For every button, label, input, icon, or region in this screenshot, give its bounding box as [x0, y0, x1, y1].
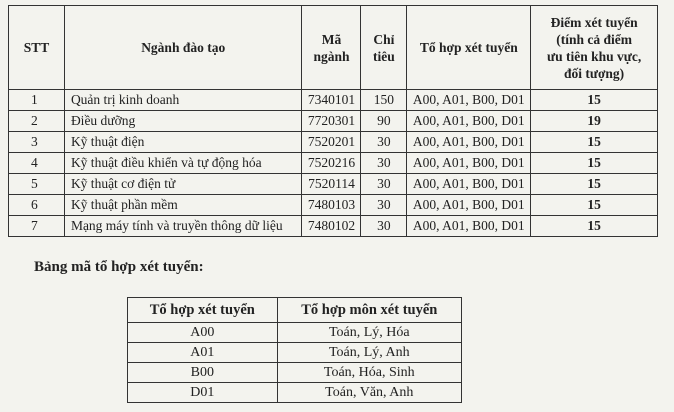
admission-table [8, 5, 658, 237]
cell-code: 7480102 [302, 216, 361, 237]
cell-score: 19 [531, 111, 658, 132]
table-row [9, 174, 658, 195]
cell-combo-code: B00 [128, 363, 278, 383]
cell-subjects: Toán, Hóa, Sinh [277, 363, 461, 383]
cell-major: Kỹ thuật điều khiển và tự động hóa [64, 153, 302, 174]
cell-score: 15 [531, 132, 658, 153]
header-quota-line: Chỉ [373, 31, 395, 47]
combo-code-title: Bảng mã tổ hợp xét tuyển: [34, 259, 204, 275]
cell-score: 15 [531, 216, 658, 237]
cell-stt: 7 [9, 216, 65, 237]
header-subjects: Tổ hợp môn xét tuyển [277, 298, 461, 323]
header-code-line: Mã [321, 31, 342, 47]
cell-score: 15 [531, 174, 658, 195]
table-row [128, 383, 462, 403]
cell-major: Kỹ thuật phần mềm [64, 195, 302, 216]
cell-stt: 3 [9, 132, 65, 153]
header-score-line: ưu tiên khu vực, [546, 48, 642, 64]
header-combo-code: Tổ hợp xét tuyển [128, 298, 278, 323]
cell-quota: 30 [361, 132, 407, 153]
header-score [531, 6, 658, 90]
header-score-line: (tính cả điểm [556, 31, 632, 47]
header-score-line: đối tượng) [563, 65, 625, 81]
cell-stt: 6 [9, 195, 65, 216]
cell-major: Mạng máy tính và truyền thông dữ liệu [64, 216, 302, 237]
cell-code: 7520216 [302, 153, 361, 174]
cell-quota: 30 [361, 216, 407, 237]
cell-code: 7720301 [302, 111, 361, 132]
table-row [128, 363, 462, 383]
cell-combo-code: A01 [128, 343, 278, 363]
cell-stt: 1 [9, 90, 65, 111]
cell-code: 7520114 [302, 174, 361, 195]
table-row [9, 132, 658, 153]
header-code [302, 6, 361, 90]
table-row [9, 195, 658, 216]
cell-quota: 90 [361, 111, 407, 132]
cell-combo: A00, A01, B00, D01 [407, 132, 531, 153]
cell-combo: A00, A01, B00, D01 [407, 195, 531, 216]
header-score-line: Điểm xét tuyển [550, 14, 638, 30]
header-combo: Tổ hợp xét tuyển [407, 6, 531, 90]
cell-code: 7480103 [302, 195, 361, 216]
cell-quota: 30 [361, 195, 407, 216]
table-row [9, 153, 658, 174]
table-row [128, 343, 462, 363]
cell-quota: 30 [361, 174, 407, 195]
cell-stt: 4 [9, 153, 65, 174]
cell-score: 15 [531, 153, 658, 174]
cell-major: Kỹ thuật điện [64, 132, 302, 153]
combo-code-table [127, 297, 462, 403]
cell-combo: A00, A01, B00, D01 [407, 174, 531, 195]
cell-subjects: Toán, Lý, Hóa [277, 323, 461, 343]
header-code-line: ngành [313, 48, 350, 64]
cell-major: Kỹ thuật cơ điện tử [64, 174, 302, 195]
header-major: Ngành đào tạo [64, 6, 302, 90]
admission-header-row [9, 6, 658, 90]
cell-combo: A00, A01, B00, D01 [407, 216, 531, 237]
cell-combo: A00, A01, B00, D01 [407, 111, 531, 132]
table-row [9, 111, 658, 132]
table-row [128, 323, 462, 343]
cell-combo: A00, A01, B00, D01 [407, 153, 531, 174]
cell-major: Điều dưỡng [64, 111, 302, 132]
cell-stt: 5 [9, 174, 65, 195]
cell-score: 15 [531, 195, 658, 216]
cell-stt: 2 [9, 111, 65, 132]
cell-quota: 30 [361, 153, 407, 174]
header-quota-line: tiêu [373, 48, 395, 64]
cell-code: 7520201 [302, 132, 361, 153]
cell-major: Quản trị kinh doanh [64, 90, 302, 111]
cell-score: 15 [531, 90, 658, 111]
combo-header-row [128, 298, 462, 323]
header-stt: STT [9, 6, 65, 90]
cell-combo-code: A00 [128, 323, 278, 343]
table-row [9, 216, 658, 237]
cell-subjects: Toán, Văn, Anh [277, 383, 461, 403]
table-row [9, 90, 658, 111]
cell-subjects: Toán, Lý, Anh [277, 343, 461, 363]
cell-combo: A00, A01, B00, D01 [407, 90, 531, 111]
cell-quota: 150 [361, 90, 407, 111]
header-quota [361, 6, 407, 90]
cell-combo-code: D01 [128, 383, 278, 403]
cell-code: 7340101 [302, 90, 361, 111]
